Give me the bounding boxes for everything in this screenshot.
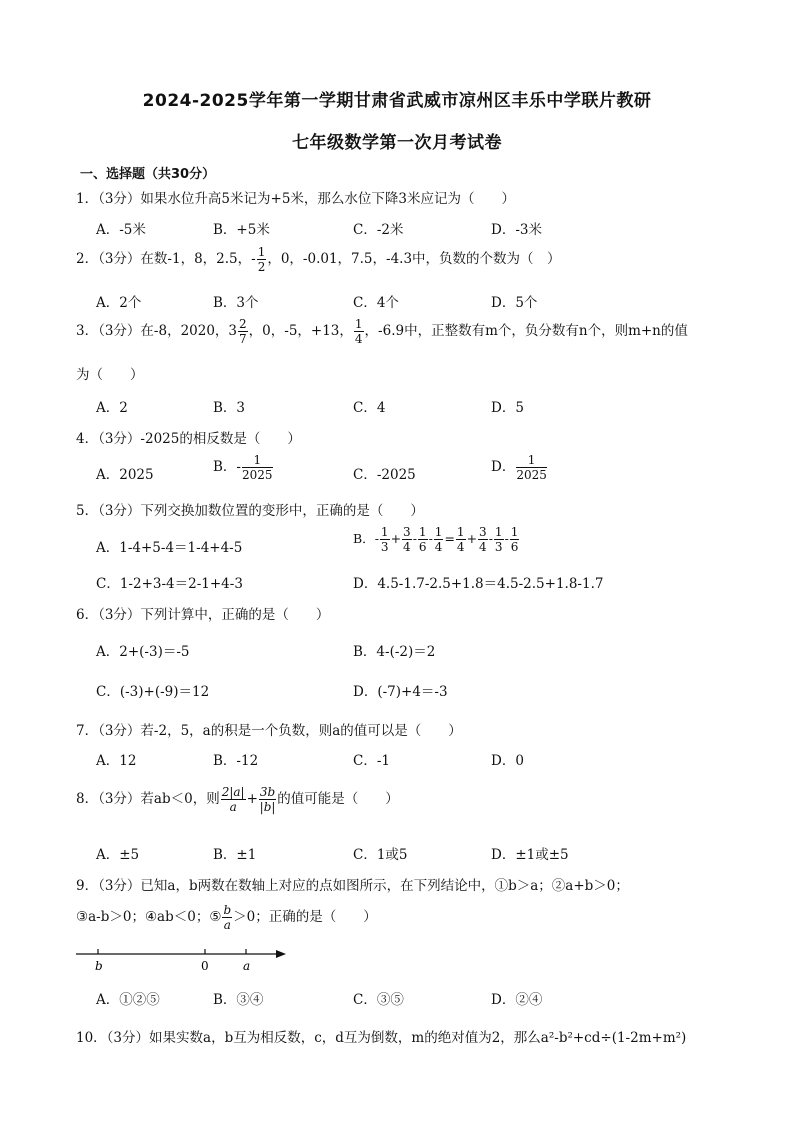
q3-fraction-mixed	[238, 318, 248, 345]
q7-option-b: B．-12	[213, 753, 259, 769]
question-9-stem-line1: 9．（3分）已知a，b两数在数轴上对应的点如图所示，在下列结论中，①b＞a；②a+b＞0；	[76, 878, 629, 894]
q6-option-d: D．(-7)+4＝-3	[353, 684, 448, 700]
q8-f1-num: 2|a|	[221, 785, 245, 799]
q8-option-c: C．1或5	[353, 847, 408, 863]
q3-option-c: C．4	[353, 400, 386, 416]
q8-fraction-1	[221, 786, 246, 813]
question-7-stem: 7．（3分）若-2，5，a的积是一个负数，则a的值可以是（ ）	[76, 723, 462, 739]
q4-option-b-fraction	[242, 454, 273, 481]
q8-option-d: D．±1或±5	[491, 847, 569, 863]
q8-stem-part-b: 的值可能是（ ）	[277, 791, 399, 807]
label-b: b	[95, 959, 103, 973]
q6-option-b: B．4-(-2)＝2	[353, 644, 436, 660]
q9-option-b: B．③④	[213, 992, 264, 1008]
q2-frac-num: 1	[257, 245, 266, 259]
number-line-figure	[74, 938, 294, 974]
q3-fraction-quarter	[354, 318, 364, 345]
q2-option-c: C．4个	[353, 295, 399, 311]
q8-f2-den: |b|	[259, 800, 276, 814]
q3-stem-part-b: ，0，-5，+13，	[248, 323, 353, 339]
q3-option-d: D．5	[491, 400, 524, 416]
question-3-stem	[76, 318, 688, 345]
q7-option-a: A．12	[96, 753, 137, 769]
exam-title-line1: 2024-2025学年第一学期甘肃省武威市凉州区丰乐中学联片教研	[142, 91, 652, 111]
q9-stem-part-b: ＞0；正确的是（ ）	[233, 909, 377, 925]
q2-option-b: B．3个	[213, 295, 259, 311]
question-9-stem-line2	[76, 904, 377, 931]
q8-option-a: A．±5	[96, 847, 140, 863]
question-10-stem: 10．（3分）如果实数a，b互为相反数，c，d互为倒数，m的绝对值为2，那么a²-b²+cd÷(1-2m+m²)	[76, 1030, 687, 1046]
q7-option-c: C．-1	[353, 753, 390, 769]
q4-option-d-prefix: D．	[491, 459, 516, 475]
q2-frac-den: 2	[257, 260, 266, 274]
question-3-stem-line2: 为（ ）	[76, 367, 144, 383]
question-6-stem: 6．（3分）下列计算中，正确的是（ ）	[76, 607, 330, 623]
q4-d-num: 1	[516, 454, 547, 468]
q4-option-d	[491, 454, 548, 481]
question-8-stem	[76, 786, 399, 813]
q3-frac-num: 2	[239, 317, 247, 331]
q5-option-a: A．1-4+5-4＝1-4+4-5	[96, 540, 243, 556]
exam-title-line2: 七年级数学第一次月考试卷	[292, 133, 502, 153]
q3-frac2-den: 4	[354, 332, 363, 346]
q4-option-a: A．2025	[96, 467, 154, 483]
q9-fraction	[222, 904, 232, 931]
q4-d-den: 2025	[516, 468, 547, 482]
q3-option-a: A．2	[96, 400, 128, 416]
q3-frac2-num: 1	[354, 317, 363, 331]
q2-stem-part-b: ，0，-0.01，7.5，-4.3中，负数的个数为（ ）	[267, 251, 561, 267]
q1-option-d: D．-3米	[491, 222, 542, 238]
question-4-stem: 4．（3分）-2025的相反数是（ ）	[76, 431, 301, 447]
q3-frac-den: 7	[239, 332, 247, 346]
q8-f1-den: a	[229, 800, 237, 814]
q9-stem-part-a: ③a-b＞0；④ab＜0；⑤	[76, 909, 222, 925]
q4-b-num: 1	[242, 454, 273, 468]
q2-option-d: D．5个	[491, 295, 538, 311]
q9-option-d: D．②④	[491, 992, 543, 1008]
q9-option-c: C．③⑤	[353, 992, 404, 1008]
q2-option-a: A．2个	[96, 295, 142, 311]
q1-option-b: B．+5米	[213, 222, 270, 238]
q3-stem-part-a: 3．（3分）在-8，2020，3	[76, 323, 238, 339]
q8-plus: +	[246, 791, 258, 807]
q4-option-b-prefix: B．-	[213, 459, 241, 475]
q5-option-d: D．4.5-1.7-2.5+1.8＝4.5-2.5+1.8-1.7	[353, 576, 604, 592]
q3-stem-part-c: ，-6.9中，正整数有m个，负分数有n个，则m+n的值	[364, 323, 688, 339]
q4-option-d-fraction	[516, 454, 547, 481]
q2-stem-part-a: 2．（3分）在数-1，8，2.5，-	[76, 251, 256, 267]
q6-option-c: C．(-3)+(-9)＝12	[96, 684, 210, 700]
q7-option-d: D．0	[491, 753, 524, 769]
q8-stem-part-a: 8．（3分）若ab＜0，则	[76, 791, 220, 807]
q2-fraction	[257, 246, 267, 273]
q8-f2-num: 3b	[259, 785, 276, 799]
q8-fraction-2	[259, 786, 276, 813]
q5-option-c: C．1-2+3-4＝2-1+4-3	[96, 576, 243, 592]
q4-option-b	[213, 454, 274, 481]
question-5-stem: 5．（3分）下列交换加数位置的变形中，正确的是（ ）	[76, 503, 424, 519]
label-0: 0	[201, 959, 209, 973]
q9-frac-num: b	[223, 903, 232, 917]
q5-option-b: B．- $\frac{1}{3}$ + $\frac{3}{4}$ - $\frac{1}{6}$ - $\frac{1}{4}$ = $\frac{1}{4}$ + $\frac{3}{4}$ - $\frac{1}{3}$ - $\frac{1}{6}$	[353, 525, 519, 554]
question-2-stem	[76, 246, 561, 273]
q1-option-c: C．-2米	[353, 222, 404, 238]
q6-option-a: A．2+(-3)＝-5	[96, 644, 190, 660]
section-heading: 一、选择题（共30分）	[80, 167, 216, 182]
q9-frac-den: a	[223, 918, 231, 932]
q9-option-a: A．①②⑤	[96, 992, 160, 1008]
q1-option-a: A．-5米	[96, 222, 146, 238]
label-a: a	[243, 959, 251, 973]
q5-option-b-prefix: B．	[353, 531, 375, 546]
q4-b-den: 2025	[241, 468, 273, 482]
question-1-stem: 1．（3分）如果水位升高5米记为+5米，那么水位下降3米应记为（ ）	[76, 191, 516, 207]
number-line-arrow	[276, 950, 286, 958]
q3-option-b: B．3	[213, 400, 246, 416]
q4-option-c: C．-2025	[353, 467, 416, 483]
q8-option-b: B．±1	[213, 847, 257, 863]
